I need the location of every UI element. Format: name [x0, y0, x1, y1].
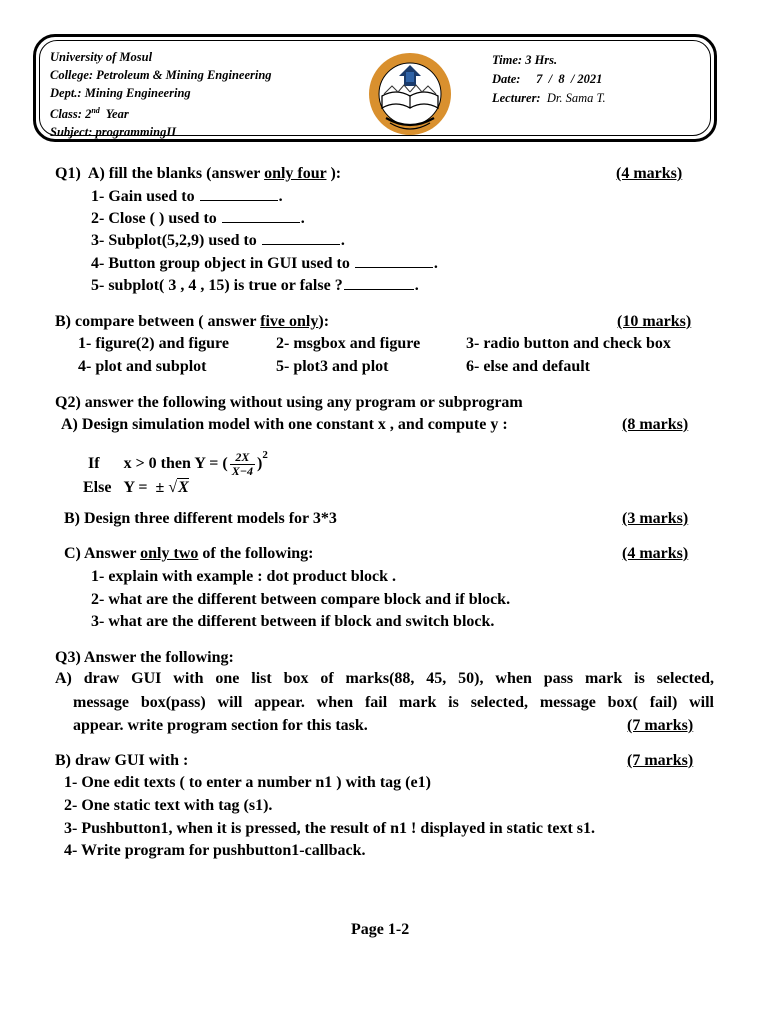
q3-intro: Q3) Answer the following: — [55, 649, 234, 666]
q1-b-item-4: 4- plot and subplot — [78, 358, 207, 375]
answer-blank — [262, 231, 340, 245]
q1-b-item-2: 2- msgbox and figure — [276, 335, 421, 352]
q2-intro: Q2) answer the following without using any program or subprogram — [55, 394, 523, 411]
q3-a-line-1: A) draw GUI with one list box of marks(88, 45, 50), when pass mark is selected, — [55, 670, 714, 687]
college-name: College: Petroleum & Mining Engineering — [50, 67, 272, 82]
q3-a-line-3: appear. write program section for this task. — [73, 717, 368, 734]
q1-b-item-3: 3- radio button and check box — [466, 335, 671, 352]
exam-time: Time: 3 Hrs. — [492, 53, 558, 67]
q2-a-marks: (8 marks) — [622, 416, 689, 433]
q3-b-marks: (7 marks) — [627, 752, 694, 769]
q1-b-item-5: 5- plot3 and plot — [276, 358, 389, 375]
q2-a-else-formula: Else Y = ± √X — [83, 479, 189, 496]
q3-b-item-2: 2- One static text with tag (s1). — [64, 797, 273, 814]
exam-lecturer: Lecturer: Dr. Sama T. — [492, 91, 606, 105]
answer-blank — [344, 276, 414, 290]
q2-c-intro: C) Answer only two of the following: — [64, 545, 314, 562]
q1-b-item-1: 1- figure(2) and figure — [78, 335, 229, 352]
header-right-info — [492, 51, 606, 108]
fraction: $\frac{2X}{X-4}$ — [231, 449, 253, 478]
q2-b-text: B) Design three different models for 3*3 — [64, 510, 337, 527]
university-name: University of Mosul — [50, 50, 153, 64]
subject-name: Subject: programmingII — [50, 125, 177, 140]
q1-a-item-1: 1- Gain used to . — [91, 188, 283, 205]
q3-b-item-1: 1- One edit texts ( to enter a number n1 ) with tag (e1) — [64, 774, 431, 791]
q3-b-intro: B) draw GUI with : — [55, 752, 189, 769]
page-number: Page 1-2 — [351, 921, 410, 938]
answer-blank — [222, 209, 300, 223]
q2-a-if-formula: If x > 0 then Y = ( $\frac{2X}{X-4}$ )$^2$ — [88, 449, 268, 478]
q2-c-item-1: 1- explain with example : dot product block . — [91, 568, 397, 585]
q2-c-item-3: 3- what are the different between if block and switch block. — [91, 613, 495, 630]
answer-blank — [355, 254, 433, 268]
q1-a-marks: (4 marks) — [616, 165, 683, 182]
class-line: Class: 2nd Year — [50, 106, 129, 122]
q1-a-item-4: 4- Button group object in GUI used to . — [91, 255, 438, 272]
q1-a-item-3: 3- Subplot(5,2,9) used to . — [91, 232, 345, 249]
exam-header — [33, 34, 717, 142]
q1-a-item-5: 5- subplot( 3 , 4 , 15) is true or false ? . — [91, 277, 419, 294]
q2-b-marks: (3 marks) — [622, 510, 689, 527]
q2-a-text: A) Design simulation model with one constant x , and compute y : — [61, 416, 508, 433]
q1-b-item-6: 6- else and default — [466, 358, 590, 375]
q1-a-intro: Q1) A) fill the blanks (answer only four ): — [55, 165, 342, 182]
q2-c-marks: (4 marks) — [622, 545, 689, 562]
q1-b-marks: (10 marks) — [617, 313, 692, 330]
q3-b-item-4: 4- Write program for pushbutton1-callback. — [64, 842, 366, 859]
q2-c-item-2: 2- what are the different between compare block and if block. — [91, 591, 511, 608]
q1-b-intro: B) compare between ( answer five only): — [55, 313, 330, 330]
exam-date: Date: 7 / 8 / 2021 — [492, 72, 603, 86]
q3-a-marks: (7 marks) — [627, 717, 694, 734]
q3-a-line-2: message box(pass) will appear. when fail mark is selected, message box( fail) will — [73, 694, 714, 711]
department-name: Dept.: Mining Engineering — [50, 85, 191, 100]
university-seal-logo — [368, 52, 452, 136]
q1-a-item-2: 2- Close ( ) used to . — [91, 210, 305, 227]
header-left-info — [50, 49, 272, 142]
q3-b-item-3: 3- Pushbutton1, when it is pressed, the result of n1 ! displayed in static text s1. — [64, 820, 596, 837]
answer-blank — [200, 187, 278, 201]
